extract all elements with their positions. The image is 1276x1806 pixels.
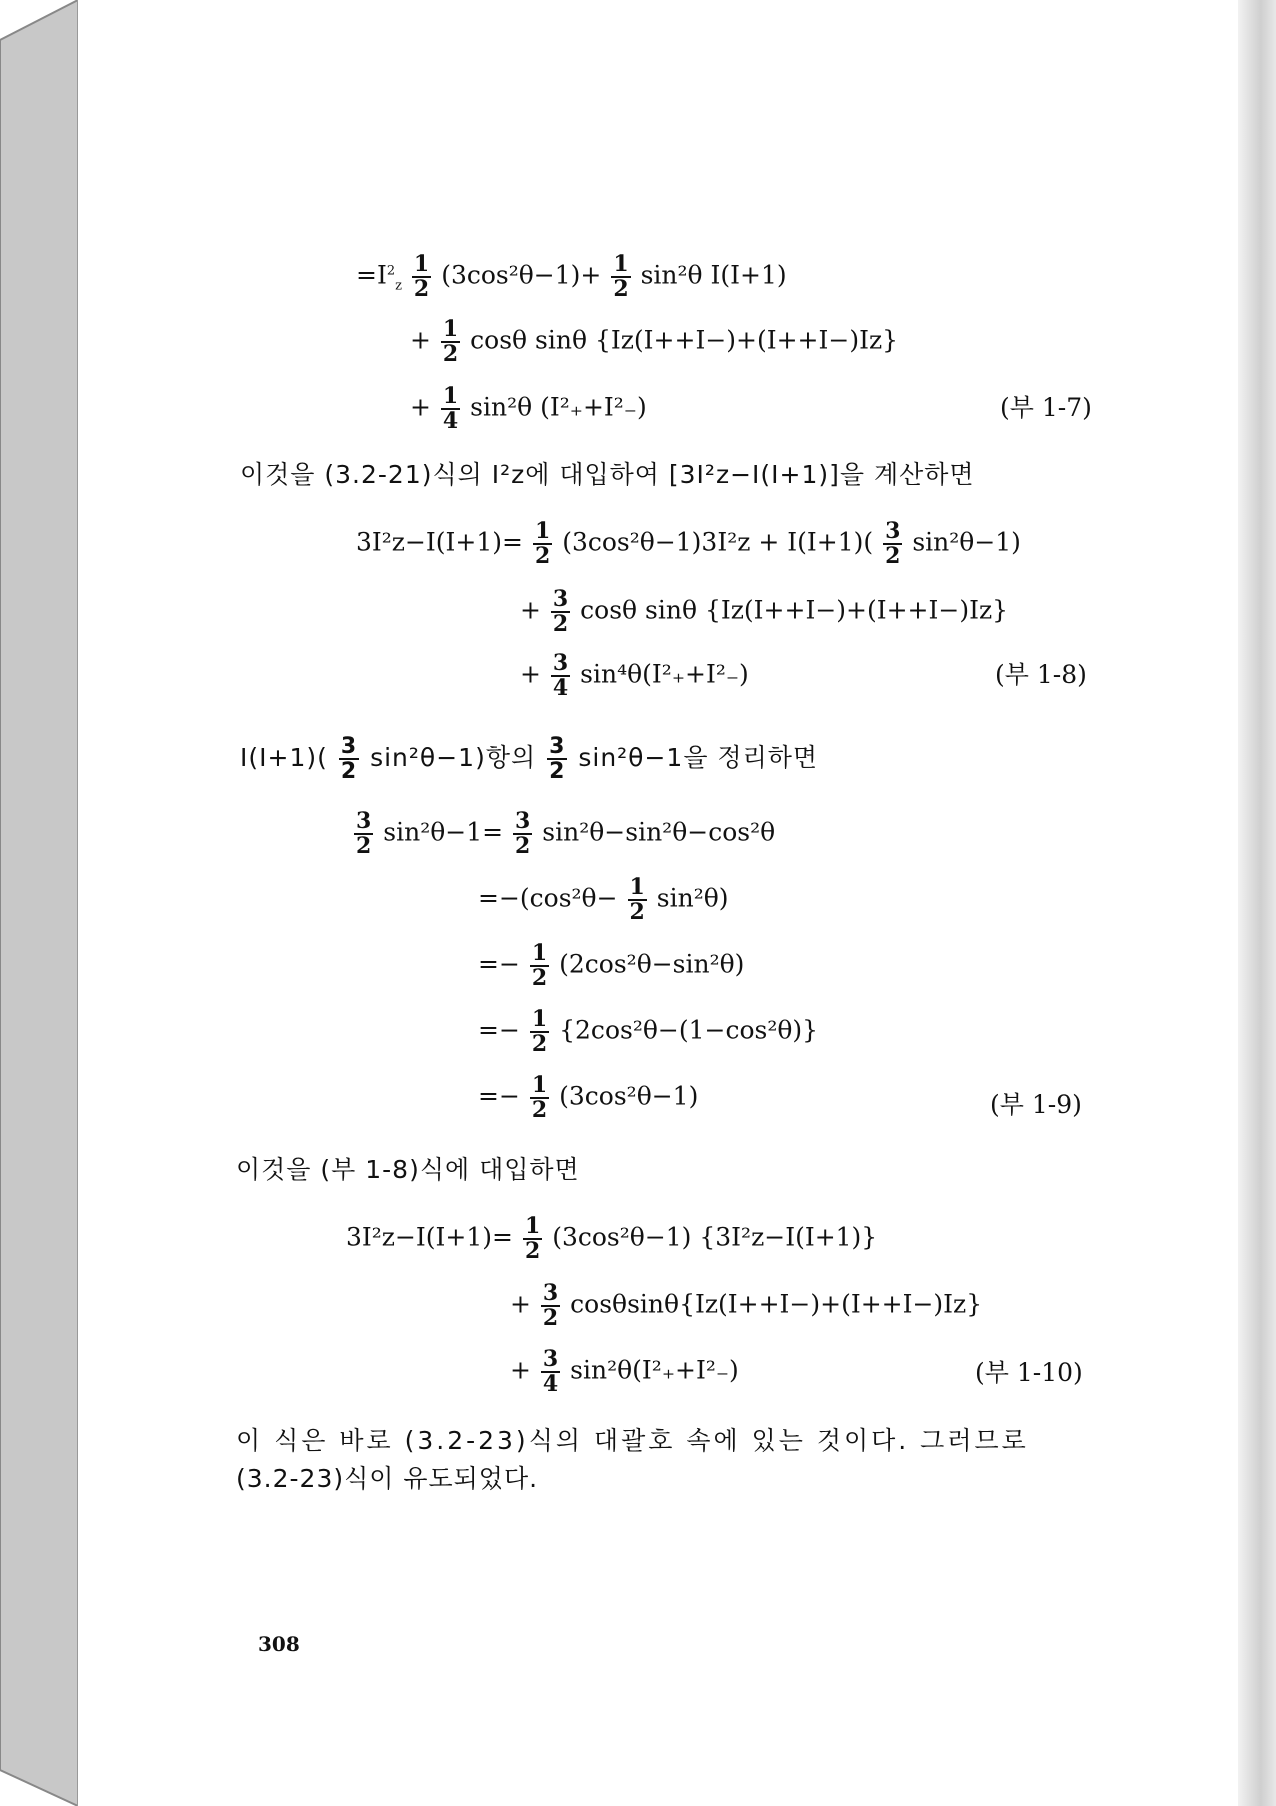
paragraph-1: 이것을 (3.2-21)식의 I²z에 대입하여 [3I²z−I(I+1)]을 계산하면 xyxy=(240,460,975,489)
eq-label-1-7: (부 1-7) xyxy=(1000,393,1092,422)
fraction: $\frac{3}{2}$ xyxy=(515,808,531,860)
eq-label-1-9: (부 1-9) xyxy=(990,1090,1082,1119)
eq-1-9-line1: $\frac{3}{2}$ sin²θ−1= $\frac{3}{2}$ sin²θ−sin²θ−cos²θ xyxy=(356,808,776,860)
fraction: $\frac{3}{2}$ xyxy=(549,734,566,785)
fraction: $\frac{3}{4}$ xyxy=(542,1346,559,1398)
page-edge-shadow xyxy=(1238,0,1276,1806)
paragraph-4-line1: 이 식은 바로 (3.2-23)식의 대괄호 속에 있는 것이다. 그러므로 xyxy=(236,1426,1029,1455)
fraction: $\frac{1}{2}$ xyxy=(413,251,430,303)
fraction: $\frac{1}{2}$ xyxy=(531,1072,548,1124)
fraction: $\frac{1}{2}$ xyxy=(531,940,548,992)
eq-1-7-line2: + $\frac{1}{2}$ cosθ sinθ {Iz(I++I−)+(I++I−)Iz} xyxy=(410,316,899,368)
eq-1-8-line2: + $\frac{3}{2}$ cosθ sinθ {Iz(I++I−)+(I++I−)Iz} xyxy=(520,586,1009,638)
eq-1-9-line5: =− $\frac{1}{2}$ (3cos²θ−1) xyxy=(478,1072,699,1124)
fraction: $\frac{1}{2}$ xyxy=(442,316,459,368)
eq-1-9-line2: =−(cos²θ− $\frac{1}{2}$ sin²θ) xyxy=(478,874,729,926)
eq-1-10-line2: + $\frac{3}{2}$ cosθsinθ{Iz(I++I−)+(I++I−)Iz} xyxy=(510,1280,983,1332)
fraction: $\frac{1}{4}$ xyxy=(442,383,459,435)
paragraph-4-line2: (3.2-23)식이 유도되었다. xyxy=(236,1464,539,1493)
fraction: $\frac{1}{2}$ xyxy=(613,251,629,303)
eq-1-10-line1: 3I²z−I(I+1)= $\frac{1}{2}$ (3cos²θ−1) {3I²z−I(I+1)} xyxy=(346,1213,878,1265)
fraction: $\frac{3}{2}$ xyxy=(340,734,358,785)
fraction: $\frac{3}{2}$ xyxy=(885,518,901,570)
eq-label-1-8: (부 1-8) xyxy=(995,660,1087,689)
eq-label-1-10: (부 1-10) xyxy=(975,1358,1083,1387)
paragraph-2: I(I+1)( $\frac{3}{2}$ sin²θ−1)항의 $\frac{3}{2}$ sin²θ−1을 정리하면 xyxy=(240,734,819,785)
fraction: $\frac{3}{2}$ xyxy=(356,808,372,860)
fraction: $\frac{1}{2}$ xyxy=(629,874,645,926)
fraction: $\frac{3}{4}$ xyxy=(552,650,569,702)
eq-1-10-line3: + $\frac{3}{4}$ sin²θ(I²₊+I²₋) xyxy=(510,1346,739,1398)
eq-1-8-line3: + $\frac{3}{4}$ sin⁴θ(I²₊+I²₋) xyxy=(520,650,749,702)
eq-1-7-line1: $=I^2_z$ $\frac{1}{2}$ (3cos²θ−1)+ $\frac{1}{2}$ sin²θ I(I+1) xyxy=(356,251,787,303)
eq-1-9-line4: =− $\frac{1}{2}$ {2cos²θ−(1−cos²θ)} xyxy=(478,1006,819,1058)
fraction: $\frac{1}{2}$ xyxy=(531,1006,548,1058)
paragraph-3: 이것을 (부 1-8)식에 대입하면 xyxy=(236,1155,580,1184)
fraction: $\frac{1}{2}$ xyxy=(534,518,551,570)
page-number: 308 xyxy=(258,1632,300,1656)
eq-1-7-line3: + $\frac{1}{4}$ sin²θ (I²₊+I²₋) xyxy=(410,383,647,435)
eq-1-9-line3: =− $\frac{1}{2}$ (2cos²θ−sin²θ) xyxy=(478,940,745,992)
fraction: $\frac{1}{2}$ xyxy=(524,1213,541,1265)
fraction: $\frac{3}{2}$ xyxy=(542,1280,559,1332)
eq-1-8-line1: 3I²z−I(I+1)= $\frac{1}{2}$ (3cos²θ−1)3I²z + I(I+1)( $\frac{3}{2}$ sin²θ−1) xyxy=(356,518,1021,570)
fraction: $\frac{3}{2}$ xyxy=(552,586,569,638)
